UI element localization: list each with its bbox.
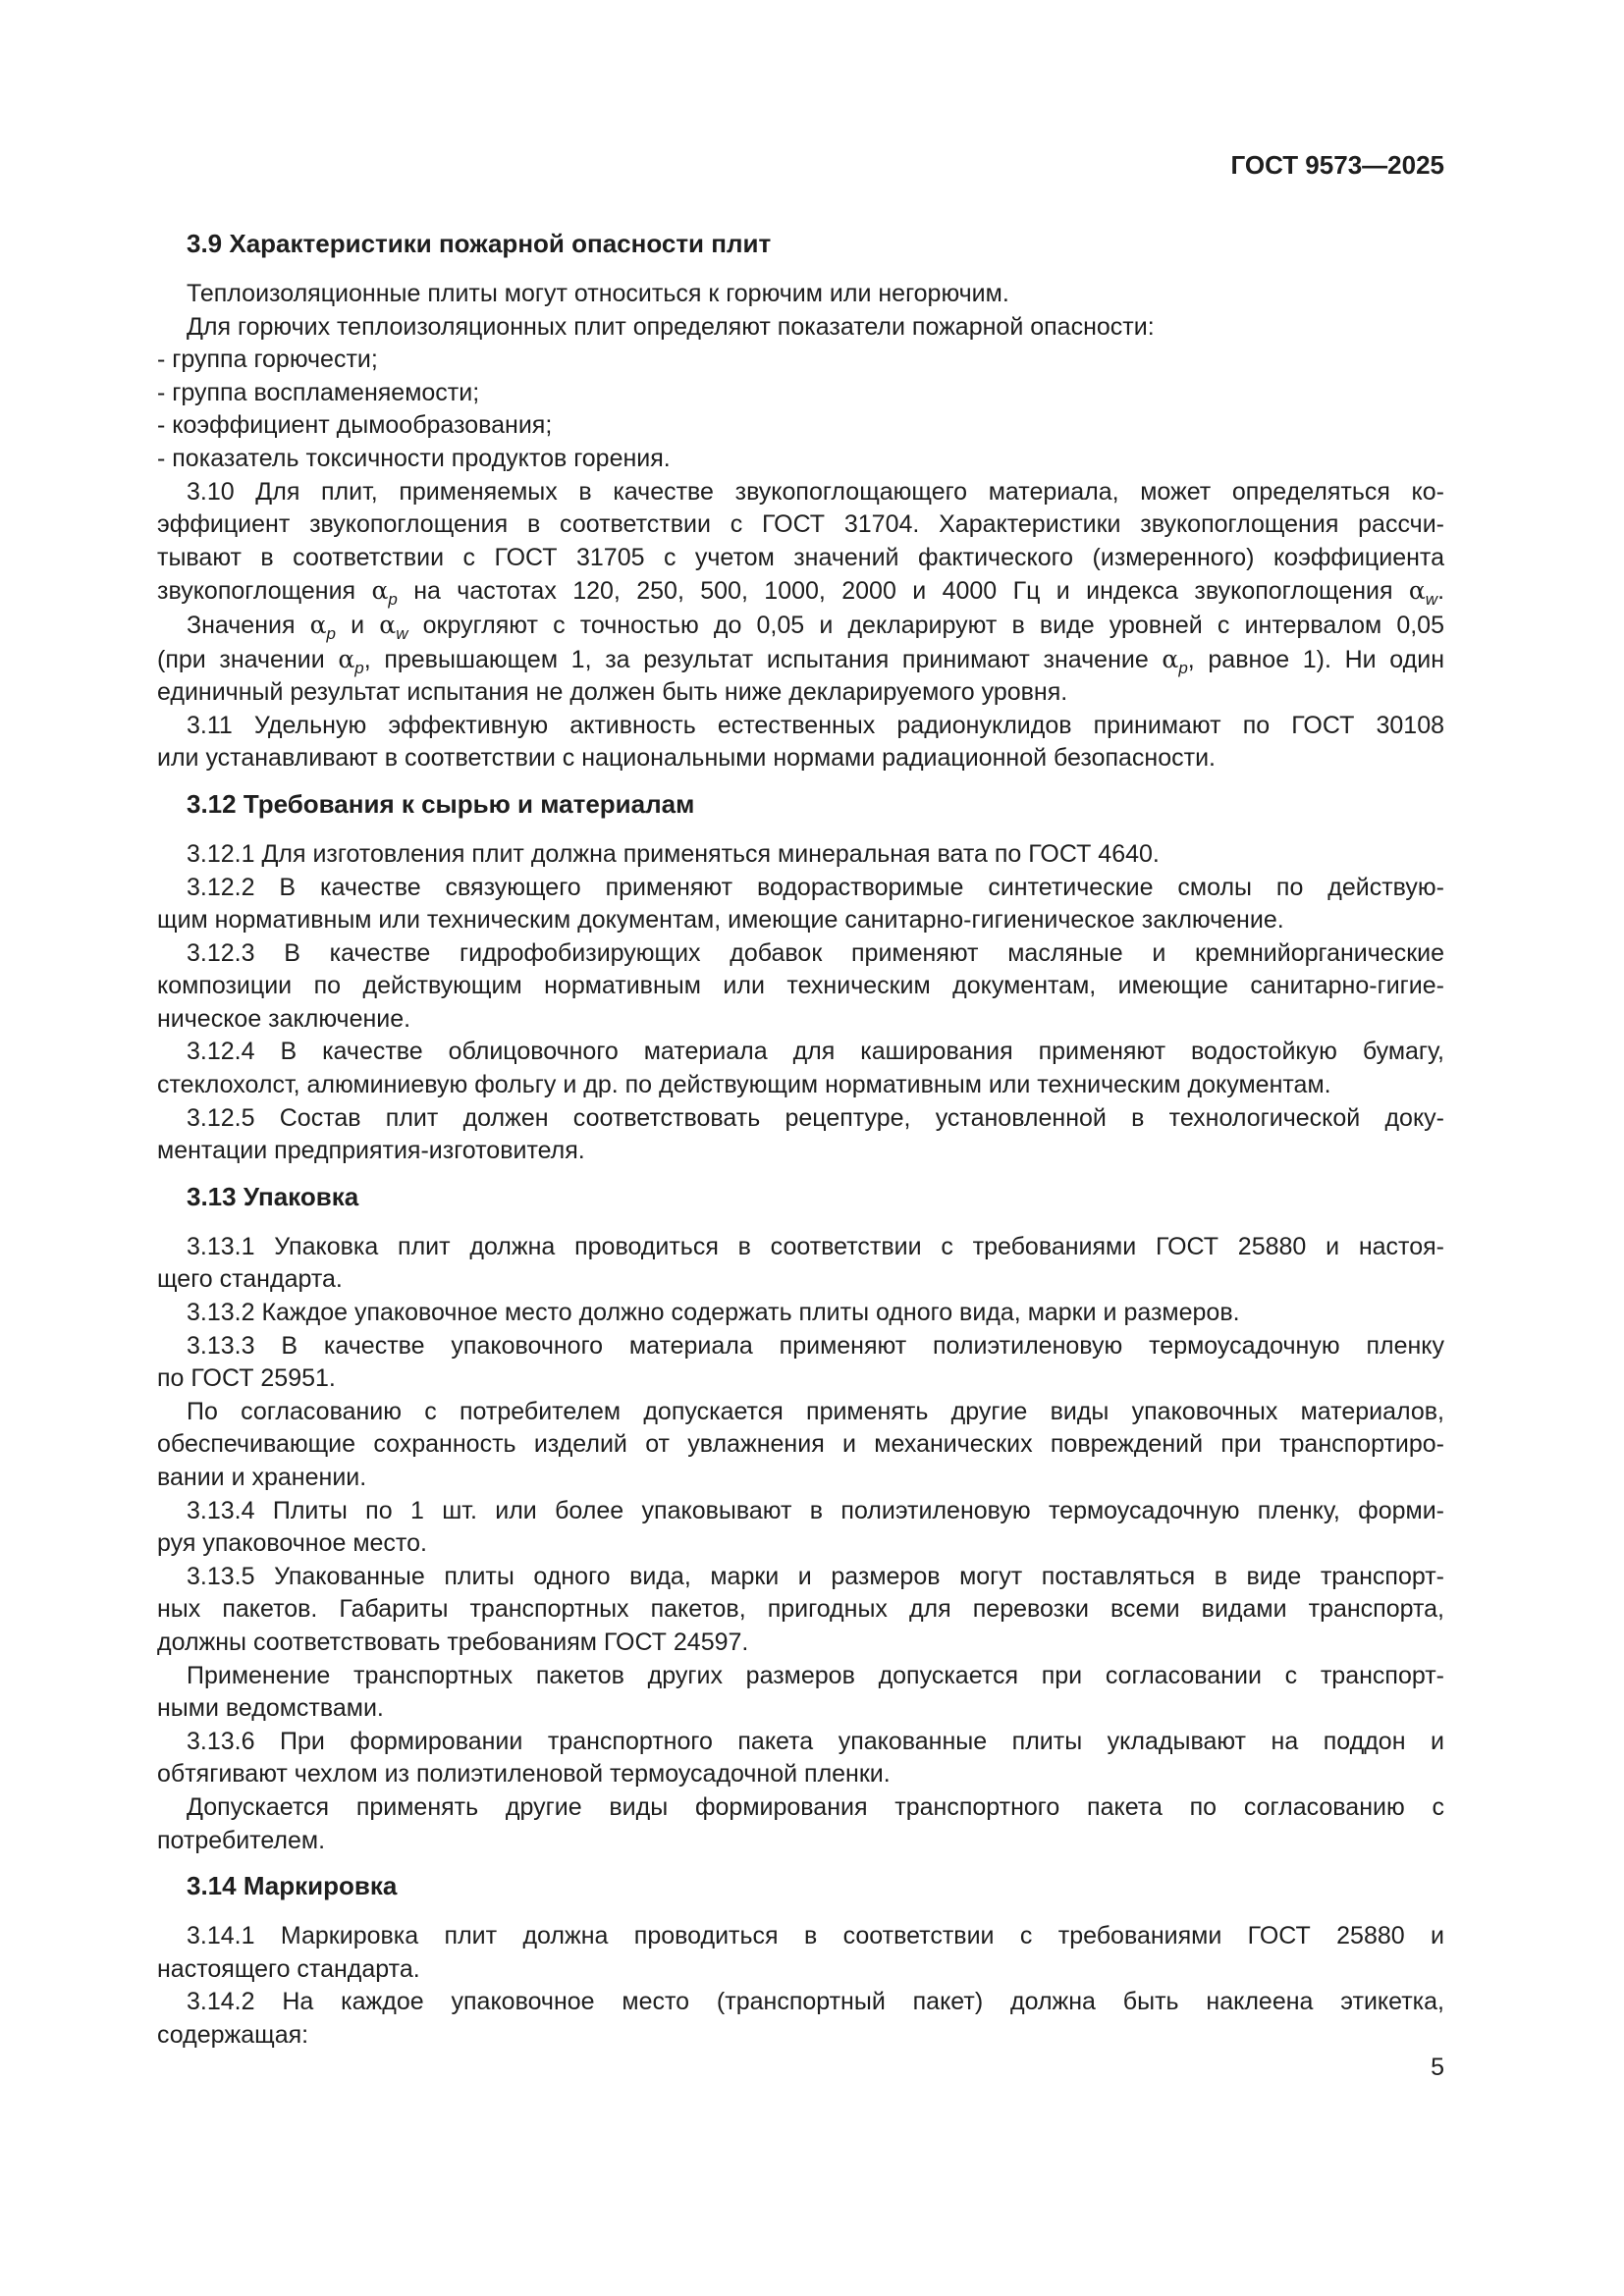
- section-3-13: [157, 1231, 1444, 1857]
- text-line: 3.13.6 При формировании транспортного пакета упакованные плиты укладывают на поддон и: [187, 1727, 1444, 1755]
- text-line: щего стандарта.: [157, 1265, 343, 1294]
- text-line: композиции по действующим нормативным или техническим документам, имеющие санитарно-гигие-: [157, 972, 1444, 1000]
- text-line: по ГОСТ 25951.: [157, 1364, 336, 1393]
- list-item: - коэффициент дымообразования;: [157, 411, 553, 440]
- text-line: 3.14.1 Маркировка плит должна проводиться в соответствии с требованиями ГОСТ 25880 и: [187, 1922, 1444, 1950]
- subscript-p: p: [1178, 658, 1188, 677]
- text-line: содержащая:: [157, 2020, 309, 2049]
- text-line: 3.14.2 На каждое упаковочное место (транспортный пакет) должна быть наклеена этикетка,: [187, 1988, 1444, 2016]
- section-heading-3-14: 3.14 Маркировка: [187, 1871, 398, 1901]
- text-line: Для горючих теплоизоляционных плит определяют показатели пожарной опасности:: [187, 312, 1155, 341]
- subscript-w: w: [1425, 590, 1438, 610]
- text-line: 3.12.5 Состав плит должен соответствовать рецептуре, установленной в технологической доку-: [187, 1103, 1444, 1132]
- section-3-12: [157, 838, 1444, 1168]
- subscript-w: w: [396, 623, 408, 643]
- list-item: - группа горючести;: [157, 346, 378, 374]
- text-line: должны соответствовать требованиям ГОСТ 24597.: [157, 1628, 749, 1656]
- text-line: эффициент звукопоглощения в соответствии с ГОСТ 31704. Характеристики звукопоглощения рассчи-: [157, 510, 1444, 539]
- text-line: 3.13.5 Упакованные плиты одного вида, марки и размеров могут поставляться в виде транспорт-: [187, 1562, 1444, 1590]
- section-3-14: [157, 1920, 1444, 2052]
- text-line: 3.12.1 Для изготовления плит должна применяться минеральная вата по ГОСТ 4640.: [187, 839, 1160, 868]
- list-item: - показатель токсичности продуктов горения.: [157, 444, 671, 472]
- text-line: 3.12.3 В качестве гидрофобизирующих добавок применяют масляные и кремнийорганические: [187, 938, 1444, 967]
- text-line: ных пакетов. Габариты транспортных пакетов, пригодных для перевозки всеми видами транспорта,: [157, 1595, 1444, 1624]
- alpha-symbol: α: [1408, 576, 1426, 606]
- page-number: 5: [1431, 2054, 1444, 2081]
- text-line-formula: [157, 643, 1444, 677]
- section-heading-3-9: 3.9 Характеристики пожарной опасности плит: [187, 229, 772, 258]
- text-line-formula: [157, 574, 1444, 609]
- section-3-9: [157, 278, 1444, 775]
- list-item: - группа воспламеняемости;: [157, 378, 480, 406]
- subscript-p: p: [326, 623, 337, 643]
- alpha-symbol: α: [1162, 644, 1179, 673]
- text-line: щим нормативным или техническим документам, имеющие санитарно-гигиеническое заключение.: [157, 906, 1284, 934]
- text-line-formula: [157, 609, 1444, 643]
- text-line: ментации предприятия-изготовителя.: [157, 1137, 585, 1165]
- section-heading-3-13: 3.13 Упаковка: [187, 1181, 359, 1211]
- text-line: По согласованию с потребителем допускается применять другие виды упаковочных материалов,: [187, 1397, 1444, 1425]
- document-header: ГОСТ 9573—2025: [1230, 150, 1444, 180]
- text-fragment: Значения: [187, 611, 310, 639]
- text-line: стеклохолст, алюминиевую фольгу и др. по действующим нормативным или техническим документам.: [157, 1071, 1331, 1099]
- alpha-symbol: α: [371, 576, 389, 606]
- text-line: 3.12.2 В качестве связующего применяют водорастворимые синтетические смолы по действую-: [187, 873, 1444, 901]
- text-line: единичный результат испытания не должен быть ниже декларируемого уровня.: [157, 678, 1068, 707]
- alpha-symbol: α: [309, 610, 327, 639]
- text-line: потребителем.: [157, 1826, 326, 1854]
- text-line: 3.13.1 Упаковка плит должна проводиться в соответствии с требованиями ГОСТ 25880 и настоя-: [187, 1232, 1444, 1260]
- text-line: обтягивают чехлом из полиэтиленовой термоусадочной пленки.: [157, 1760, 891, 1789]
- text-fragment: и: [336, 611, 380, 639]
- text-fragment: , равное 1). Ни один: [1187, 645, 1444, 673]
- document-body: [157, 227, 1444, 2053]
- subscript-p: p: [354, 658, 364, 677]
- text-line: руя упаковочное место.: [157, 1529, 427, 1558]
- text-line: вании и хранении.: [157, 1464, 367, 1491]
- text-fragment: округляют с точностью до 0,05 и декларируют в виде уровней с интервалом 0,05: [407, 611, 1444, 639]
- text-line: Допускается применять другие виды формирования транспортного пакета по согласованию с: [187, 1792, 1444, 1821]
- text-fragment: , превышающем 1, за результат испытания принимают значение: [363, 645, 1163, 673]
- alpha-symbol: α: [379, 610, 397, 639]
- text-fragment: .: [1437, 577, 1445, 606]
- section-heading-3-12: 3.12 Требования к сырью и материалам: [187, 788, 695, 819]
- text-line: ническое заключение.: [157, 1004, 411, 1033]
- text-line: 3.12.4 В качестве облицовочного материала для каширования применяют водостойкую бумагу,: [187, 1038, 1444, 1066]
- text-fragment: звукопоглощения: [157, 577, 372, 606]
- text-line: 3.13.4 Плиты по 1 шт. или более упаковывают в полиэтиленовую термоусадочную пленку, форми-: [187, 1496, 1444, 1524]
- text-line: 3.11 Удельную эффективную активность естественных радионуклидов принимают по ГОСТ 30108: [187, 711, 1444, 739]
- text-line: Теплоизоляционные плиты могут относиться к горючим или негорючим.: [187, 280, 1009, 307]
- text-line: или устанавливают в соответствии с национальными нормами радиационной безопасности.: [157, 744, 1217, 773]
- text-line: настоящего стандарта.: [157, 1954, 420, 1983]
- text-line: 3.13.3 В качестве упаковочного материала применяют полиэтиленовую термоусадочную пленку: [187, 1331, 1444, 1360]
- text-line: ными ведомствами.: [157, 1694, 384, 1723]
- subscript-p: p: [388, 590, 398, 610]
- text-fragment: (при значении: [157, 645, 339, 673]
- alpha-symbol: α: [338, 644, 355, 673]
- text-line: 3.10 Для плит, применяемых в качестве звукопоглощающего материала, может определяться ко-: [187, 477, 1444, 506]
- text-line: 3.13.2 Каждое упаковочное место должно содержать плиты одного вида, марки и размеров.: [187, 1299, 1240, 1327]
- text-line: Применение транспортных пакетов других размеров допускается при согласовании с транспорт-: [187, 1661, 1444, 1689]
- text-fragment: на частотах 120, 250, 500, 1000, 2000 и 4000 Гц и индекса звукопоглощения: [397, 577, 1409, 606]
- text-line: обеспечивающие сохранность изделий от увлажнения и механических повреждений при транспортиро-: [157, 1430, 1444, 1459]
- text-line: тывают в соответствии с ГОСТ 31705 с учетом значений фактического (измеренного) коэффициента: [157, 543, 1444, 571]
